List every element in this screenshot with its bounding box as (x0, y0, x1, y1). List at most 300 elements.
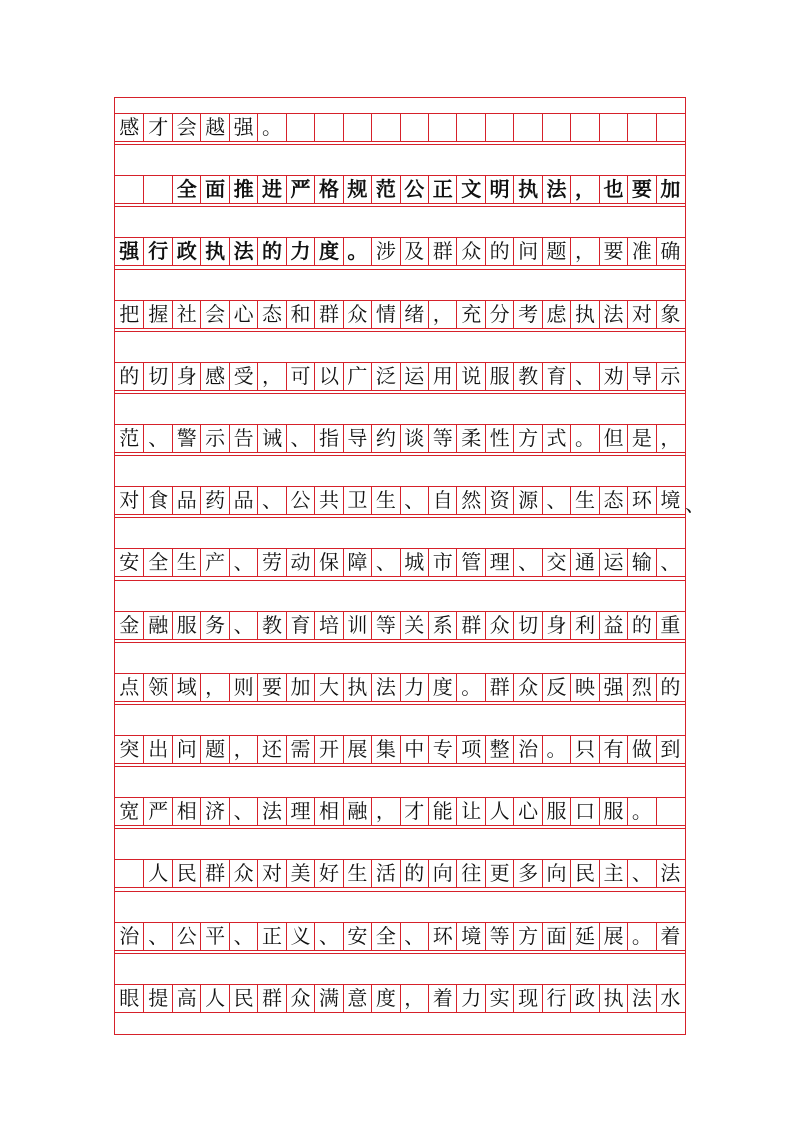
grid-cell: 准 (627, 237, 656, 265)
grid-cell: 法 (656, 859, 685, 887)
grid-cell: 好 (314, 859, 343, 887)
grid-cell: 度 (314, 237, 343, 265)
grid-cell: 政 (570, 984, 599, 1012)
grid-cell: 、 (143, 922, 172, 950)
grid-cell: 心 (229, 300, 258, 328)
grid-cell: 烈 (627, 673, 656, 701)
grid-cell: 说 (456, 362, 485, 390)
grid-line (115, 766, 685, 767)
grid-cell: 出 (143, 735, 172, 763)
grid-cell: 执 (200, 237, 229, 265)
grid-cell: 情 (371, 300, 400, 328)
grid-cell: 导 (627, 362, 656, 390)
grid-cell: 全 (143, 548, 172, 576)
grid-cell: 向 (542, 859, 571, 887)
grid-cell: ， (428, 300, 457, 328)
grid-cell: 专 (428, 735, 457, 763)
grid-cell: 劳 (257, 548, 286, 576)
grid-cell: 、 (286, 424, 315, 452)
grid-cell: 意 (343, 984, 372, 1012)
grid-cell: 对 (627, 300, 656, 328)
grid-cell: 生 (570, 486, 599, 514)
grid-cell: 生 (172, 548, 201, 576)
grid-cell: 度 (428, 673, 457, 701)
grid-line (115, 953, 685, 954)
grid-cell: 实 (485, 984, 514, 1012)
grid-line (115, 141, 685, 142)
grid-cell: 共 (314, 486, 343, 514)
grid-cell: 充 (456, 300, 485, 328)
grid-cell: 正 (257, 922, 286, 950)
grid-cell: 态 (257, 300, 286, 328)
grid-cell: 整 (485, 735, 514, 763)
grid-cell: 执 (343, 673, 372, 701)
grid-cell: 加 (286, 673, 315, 701)
grid-cell (656, 113, 685, 141)
grid-cell: 展 (343, 735, 372, 763)
grid-cell: ， (570, 175, 599, 203)
grid-cell (627, 113, 656, 141)
grid-cell: 障 (343, 548, 372, 576)
grid-cell: 训 (343, 611, 372, 639)
grid-cell: 法 (599, 300, 628, 328)
grid-cell: 。 (542, 735, 571, 763)
grid-cell: 柔 (456, 424, 485, 452)
grid-line (115, 203, 685, 204)
grid-cell: 象 (656, 300, 685, 328)
grid-cell: 卫 (343, 486, 372, 514)
grid-cell: 强 (229, 113, 258, 141)
grid-cell: 和 (286, 300, 315, 328)
grid-cell: 广 (343, 362, 372, 390)
grid-cell: 资 (485, 486, 514, 514)
grid-cell (143, 175, 172, 203)
grid-line (115, 704, 685, 705)
grid-cell (599, 113, 628, 141)
grid-cell: 告 (229, 424, 258, 452)
grid-cell: 通 (570, 548, 599, 576)
grid-line (115, 390, 685, 391)
grid-cell (513, 113, 542, 141)
grid-cell: 反 (542, 673, 571, 701)
grid-cell: 多 (513, 859, 542, 887)
grid-cell: 的 (400, 859, 429, 887)
grid-cell: 群 (485, 673, 514, 701)
grid-cell: 民 (570, 859, 599, 887)
grid-cell: 义 (286, 922, 315, 950)
grid-cell: 要 (257, 673, 286, 701)
grid-cell (343, 113, 372, 141)
grid-cell: 生 (343, 859, 372, 887)
grid-cell: 提 (143, 984, 172, 1012)
grid-cell: 确 (656, 237, 685, 265)
grid-cell: 诫 (257, 424, 286, 452)
grid-cell: 点 (119, 674, 140, 699)
grid-cell: 境 (456, 922, 485, 950)
grid-cell: 等 (371, 611, 400, 639)
grid-cell: ， (400, 984, 429, 1012)
grid-line (115, 328, 685, 329)
grid-line (115, 825, 685, 826)
grid-cell: 重 (656, 611, 685, 639)
grid-cell: 服 (542, 797, 571, 825)
grid-cell: 民 (229, 984, 258, 1012)
grid-cell: 严 (143, 797, 172, 825)
grid-line (115, 642, 685, 643)
grid-cell: 规 (343, 175, 372, 203)
grid-cell: 融 (343, 797, 372, 825)
grid-cell (115, 175, 144, 203)
grid-cell: 强 (119, 239, 140, 264)
grid-line (115, 887, 685, 888)
grid-cell: 示 (656, 362, 685, 390)
grid-cell: 众 (343, 300, 372, 328)
grid-cell: 领 (143, 673, 172, 701)
grid-cell: 警 (172, 424, 201, 452)
grid-cell: 。 (627, 797, 656, 825)
grid-cell: 管 (456, 548, 485, 576)
grid-cell: 执 (570, 300, 599, 328)
grid-cell: 群 (257, 984, 286, 1012)
grid-cell: ， (200, 673, 229, 701)
grid-cell: 式 (542, 424, 571, 452)
grid-cell: 众 (485, 611, 514, 639)
grid-cell: 、 (314, 922, 343, 950)
grid-line (115, 828, 685, 829)
grid-cell: 会 (172, 113, 201, 141)
grid-cell: 等 (485, 922, 514, 950)
grid-cell: 范 (119, 426, 140, 450)
grid-line (115, 265, 685, 266)
grid-cell: 握 (143, 300, 172, 328)
grid-cell: 活 (371, 859, 400, 887)
grid-cell: 融 (143, 611, 172, 639)
grid-cell (542, 113, 571, 141)
grid-cell: 公 (286, 486, 315, 514)
grid-cell: 运 (599, 548, 628, 576)
grid-cell: 培 (314, 611, 343, 639)
grid-cell: 方 (513, 922, 542, 950)
grid-cell: 切 (513, 611, 542, 639)
grid-cell (371, 113, 400, 141)
grid-cell: 严 (286, 175, 315, 203)
grid-cell: 越 (200, 113, 229, 141)
grid-cell: 执 (513, 175, 542, 203)
grid-cell: 治 (513, 735, 542, 763)
grid-cell: 、 (570, 362, 599, 390)
grid-cell: 的 (119, 363, 140, 388)
grid-cell (456, 113, 485, 141)
grid-cell: 宽 (119, 799, 140, 824)
manuscript-paper (114, 97, 705, 1035)
grid-cell: 切 (143, 362, 172, 390)
grid-cell: 众 (456, 237, 485, 265)
grid-cell: 向 (428, 859, 457, 887)
grid-cell: 身 (172, 362, 201, 390)
grid-cell: 的 (627, 611, 656, 639)
grid-cell: 口 (570, 797, 599, 825)
grid-cell: ， (570, 237, 599, 265)
grid-cell: 育 (542, 362, 571, 390)
grid-cell: 方 (513, 424, 542, 452)
grid-cell: 对 (257, 859, 286, 887)
grid-cell: 则 (229, 673, 258, 701)
grid-cell: 涉 (371, 237, 400, 265)
grid-cell: 展 (599, 922, 628, 950)
grid-cell: 用 (428, 362, 457, 390)
grid-cell: 全 (371, 922, 400, 950)
grid-cell: 泛 (371, 362, 400, 390)
grid-cell: 相 (314, 797, 343, 825)
grid-cell: 行 (542, 984, 571, 1012)
grid-cell: 。 (570, 424, 599, 452)
grid-cell: 。 (456, 673, 485, 701)
grid-line (115, 580, 685, 581)
grid-line (115, 891, 685, 892)
grid-cell: 分 (485, 300, 514, 328)
grid-cell: 、 (229, 548, 258, 576)
grid-cell: 。 (343, 237, 372, 265)
grid-cell: 问 (513, 237, 542, 265)
grid-cell: 民 (172, 859, 201, 887)
grid-line (115, 269, 685, 270)
grid-cell: 态 (599, 486, 628, 514)
grid-cell: 境 (656, 486, 685, 514)
grid-line (115, 331, 685, 332)
grid-cell: 、 (400, 922, 429, 950)
grid-cell: 会 (200, 300, 229, 328)
grid-line (115, 393, 685, 394)
grid-cell: 约 (371, 424, 400, 452)
grid-cell (570, 113, 599, 141)
grid-cell: 谈 (400, 424, 429, 452)
grid-cell: 现 (513, 984, 542, 1012)
grid-cell: 保 (314, 548, 343, 576)
grid-cell: 理 (286, 797, 315, 825)
grid-cell: 源 (513, 486, 542, 514)
grid-cell: 大 (314, 673, 343, 701)
grid-cell: 治 (119, 923, 140, 948)
grid-cell: 安 (119, 550, 140, 575)
grid-cell: 执 (599, 984, 628, 1012)
grid-cell: 公 (400, 175, 429, 203)
grid-cell: 、 (542, 486, 571, 514)
grid-cell: 群 (200, 859, 229, 887)
grid-cell: 法 (542, 175, 571, 203)
grid-cell: 、 (513, 548, 542, 576)
grid-cell: 高 (172, 984, 201, 1012)
grid-cell: 运 (400, 362, 429, 390)
grid-cell: 及 (400, 237, 429, 265)
grid-cell: 格 (314, 175, 343, 203)
grid-cell: ， (229, 735, 258, 763)
grid-cell: 然 (456, 486, 485, 514)
grid-cell: 务 (200, 611, 229, 639)
grid-cell: 城 (400, 548, 429, 576)
grid-cell: 群 (314, 300, 343, 328)
grid-cell: 劝 (599, 362, 628, 390)
grid-line (115, 144, 685, 145)
grid-cell (656, 797, 685, 825)
grid-cell: 法 (371, 673, 400, 701)
grid-cell: 益 (599, 611, 628, 639)
grid-line (115, 1012, 685, 1013)
grid-cell: 等 (428, 424, 457, 452)
grid-cell: 关 (400, 611, 429, 639)
grid-cell: 交 (542, 548, 571, 576)
grid-cell: 延 (570, 922, 599, 950)
grid-cell: 系 (428, 611, 457, 639)
grid-cell: 、 (257, 486, 286, 514)
grid-cell: 平 (200, 922, 229, 950)
grid-cell: 、 (143, 424, 172, 452)
grid-cell: 把 (119, 301, 140, 326)
grid-cell: 、 (229, 611, 258, 639)
grid-cell: 动 (286, 548, 315, 576)
grid-cell: 理 (485, 548, 514, 576)
grid-cell: ， (257, 362, 286, 390)
grid-cell: 行 (143, 237, 172, 265)
grid-cell: 加 (656, 175, 685, 203)
grid-cell: 需 (286, 735, 315, 763)
grid-cell: 人 (200, 984, 229, 1012)
grid-cell: 感 (200, 362, 229, 390)
grid-line (115, 701, 685, 702)
grid-cell: 相 (172, 797, 201, 825)
grid-cell: 主 (599, 859, 628, 887)
grid-cell: 也 (599, 175, 628, 203)
grid-cell: 、 (229, 922, 258, 950)
grid-cell: 指 (314, 424, 343, 452)
grid-cell: 示 (200, 424, 229, 452)
grid-cell: 服 (599, 797, 628, 825)
overflow-punctuation: 、 (685, 492, 705, 517)
grid-cell: 到 (656, 735, 685, 763)
grid-cell: 、 (229, 797, 258, 825)
grid-cell: 法 (627, 984, 656, 1012)
grid-cell: 性 (485, 424, 514, 452)
grid-cell: 金 (119, 612, 140, 637)
grid-cell: 。 (257, 113, 286, 141)
grid-cell: 有 (599, 735, 628, 763)
grid-cell: 力 (286, 237, 315, 265)
grid-cell: 集 (371, 735, 400, 763)
grid-cell: 要 (599, 237, 628, 265)
grid-cell: 虑 (542, 300, 571, 328)
grid-cell: 才 (143, 113, 172, 141)
grid-cell: ， (656, 424, 685, 452)
grid-cell: 济 (200, 797, 229, 825)
grid-cell: 美 (286, 859, 315, 887)
grid-cell (286, 113, 315, 141)
grid-line (115, 517, 685, 518)
grid-cell: 药 (200, 486, 229, 514)
grid-cell: 更 (485, 859, 514, 887)
grid-cell: 强 (599, 673, 628, 701)
grid-cell: 度 (371, 984, 400, 1012)
grid-cell: 面 (542, 922, 571, 950)
grid-cell: 眼 (119, 985, 140, 1010)
grid-cell: 的 (257, 237, 286, 265)
grid-cell: 品 (229, 486, 258, 514)
grid-cell: 、 (400, 486, 429, 514)
grid-cell: 、 (656, 548, 685, 576)
grid-cell: 还 (257, 735, 286, 763)
grid-cell: 水 (656, 984, 685, 1012)
grid-cell: 法 (257, 797, 286, 825)
grid-cell: 文 (456, 175, 485, 203)
grid-cell: 生 (371, 486, 400, 514)
grid-line (115, 514, 685, 515)
grid-cell: 安 (343, 922, 372, 950)
grid-cell: 着 (428, 984, 457, 1012)
grid-cell: 面 (200, 175, 229, 203)
grid-line (115, 950, 685, 951)
grid-cell: 环 (627, 486, 656, 514)
grid-cell: 以 (314, 362, 343, 390)
grid-cell: 身 (542, 611, 571, 639)
grid-cell: ， (371, 797, 400, 825)
grid-cell: 政 (172, 237, 201, 265)
grid-cell: 法 (229, 237, 258, 265)
grid-cell: 、 (371, 548, 400, 576)
grid-cell: 。 (627, 922, 656, 950)
grid-cell: 品 (172, 486, 201, 514)
grid-cell (428, 113, 457, 141)
grid-cell: 众 (513, 673, 542, 701)
grid-cell: 导 (343, 424, 372, 452)
grid-cell: 对 (119, 488, 140, 513)
grid-cell: 产 (200, 548, 229, 576)
grid-cell: 满 (314, 984, 343, 1012)
grid-cell: 服 (485, 362, 514, 390)
grid-cell: 中 (400, 735, 429, 763)
grid-cell: 的 (485, 237, 514, 265)
grid-cell: 、 (627, 859, 656, 887)
grid-cell: 推 (229, 175, 258, 203)
grid-cell: 众 (229, 859, 258, 887)
grid-cell: 群 (456, 611, 485, 639)
grid-cell: 做 (627, 735, 656, 763)
grid-cell: 受 (229, 362, 258, 390)
grid-line (115, 206, 685, 207)
grid-cell: 绪 (400, 300, 429, 328)
grid-cell: 力 (456, 984, 485, 1012)
grid-cell: 食 (143, 486, 172, 514)
grid-cell: 项 (456, 735, 485, 763)
grid-cell: 力 (400, 673, 429, 701)
grid-cell: 正 (428, 175, 457, 203)
grid-cell: 着 (656, 922, 685, 950)
grid-cell: 可 (286, 362, 315, 390)
grid-cell: 要 (627, 175, 656, 203)
grid-cell: 往 (456, 859, 485, 887)
grid-cell: 进 (257, 175, 286, 203)
grid-cell: 社 (172, 300, 201, 328)
grid-cell: 环 (428, 922, 457, 950)
grid-cell: 范 (371, 175, 400, 203)
grid-cell: 输 (627, 548, 656, 576)
grid-cell: 服 (172, 611, 201, 639)
grid-cell: 感 (119, 115, 140, 139)
grid-cell: 育 (286, 611, 315, 639)
grid-cell: 能 (428, 797, 457, 825)
grid-cell: 但 (599, 424, 628, 452)
grid-cell: 公 (172, 922, 201, 950)
grid-cell: 心 (513, 797, 542, 825)
grid-cell: 才 (400, 797, 429, 825)
grid-line (115, 576, 685, 577)
